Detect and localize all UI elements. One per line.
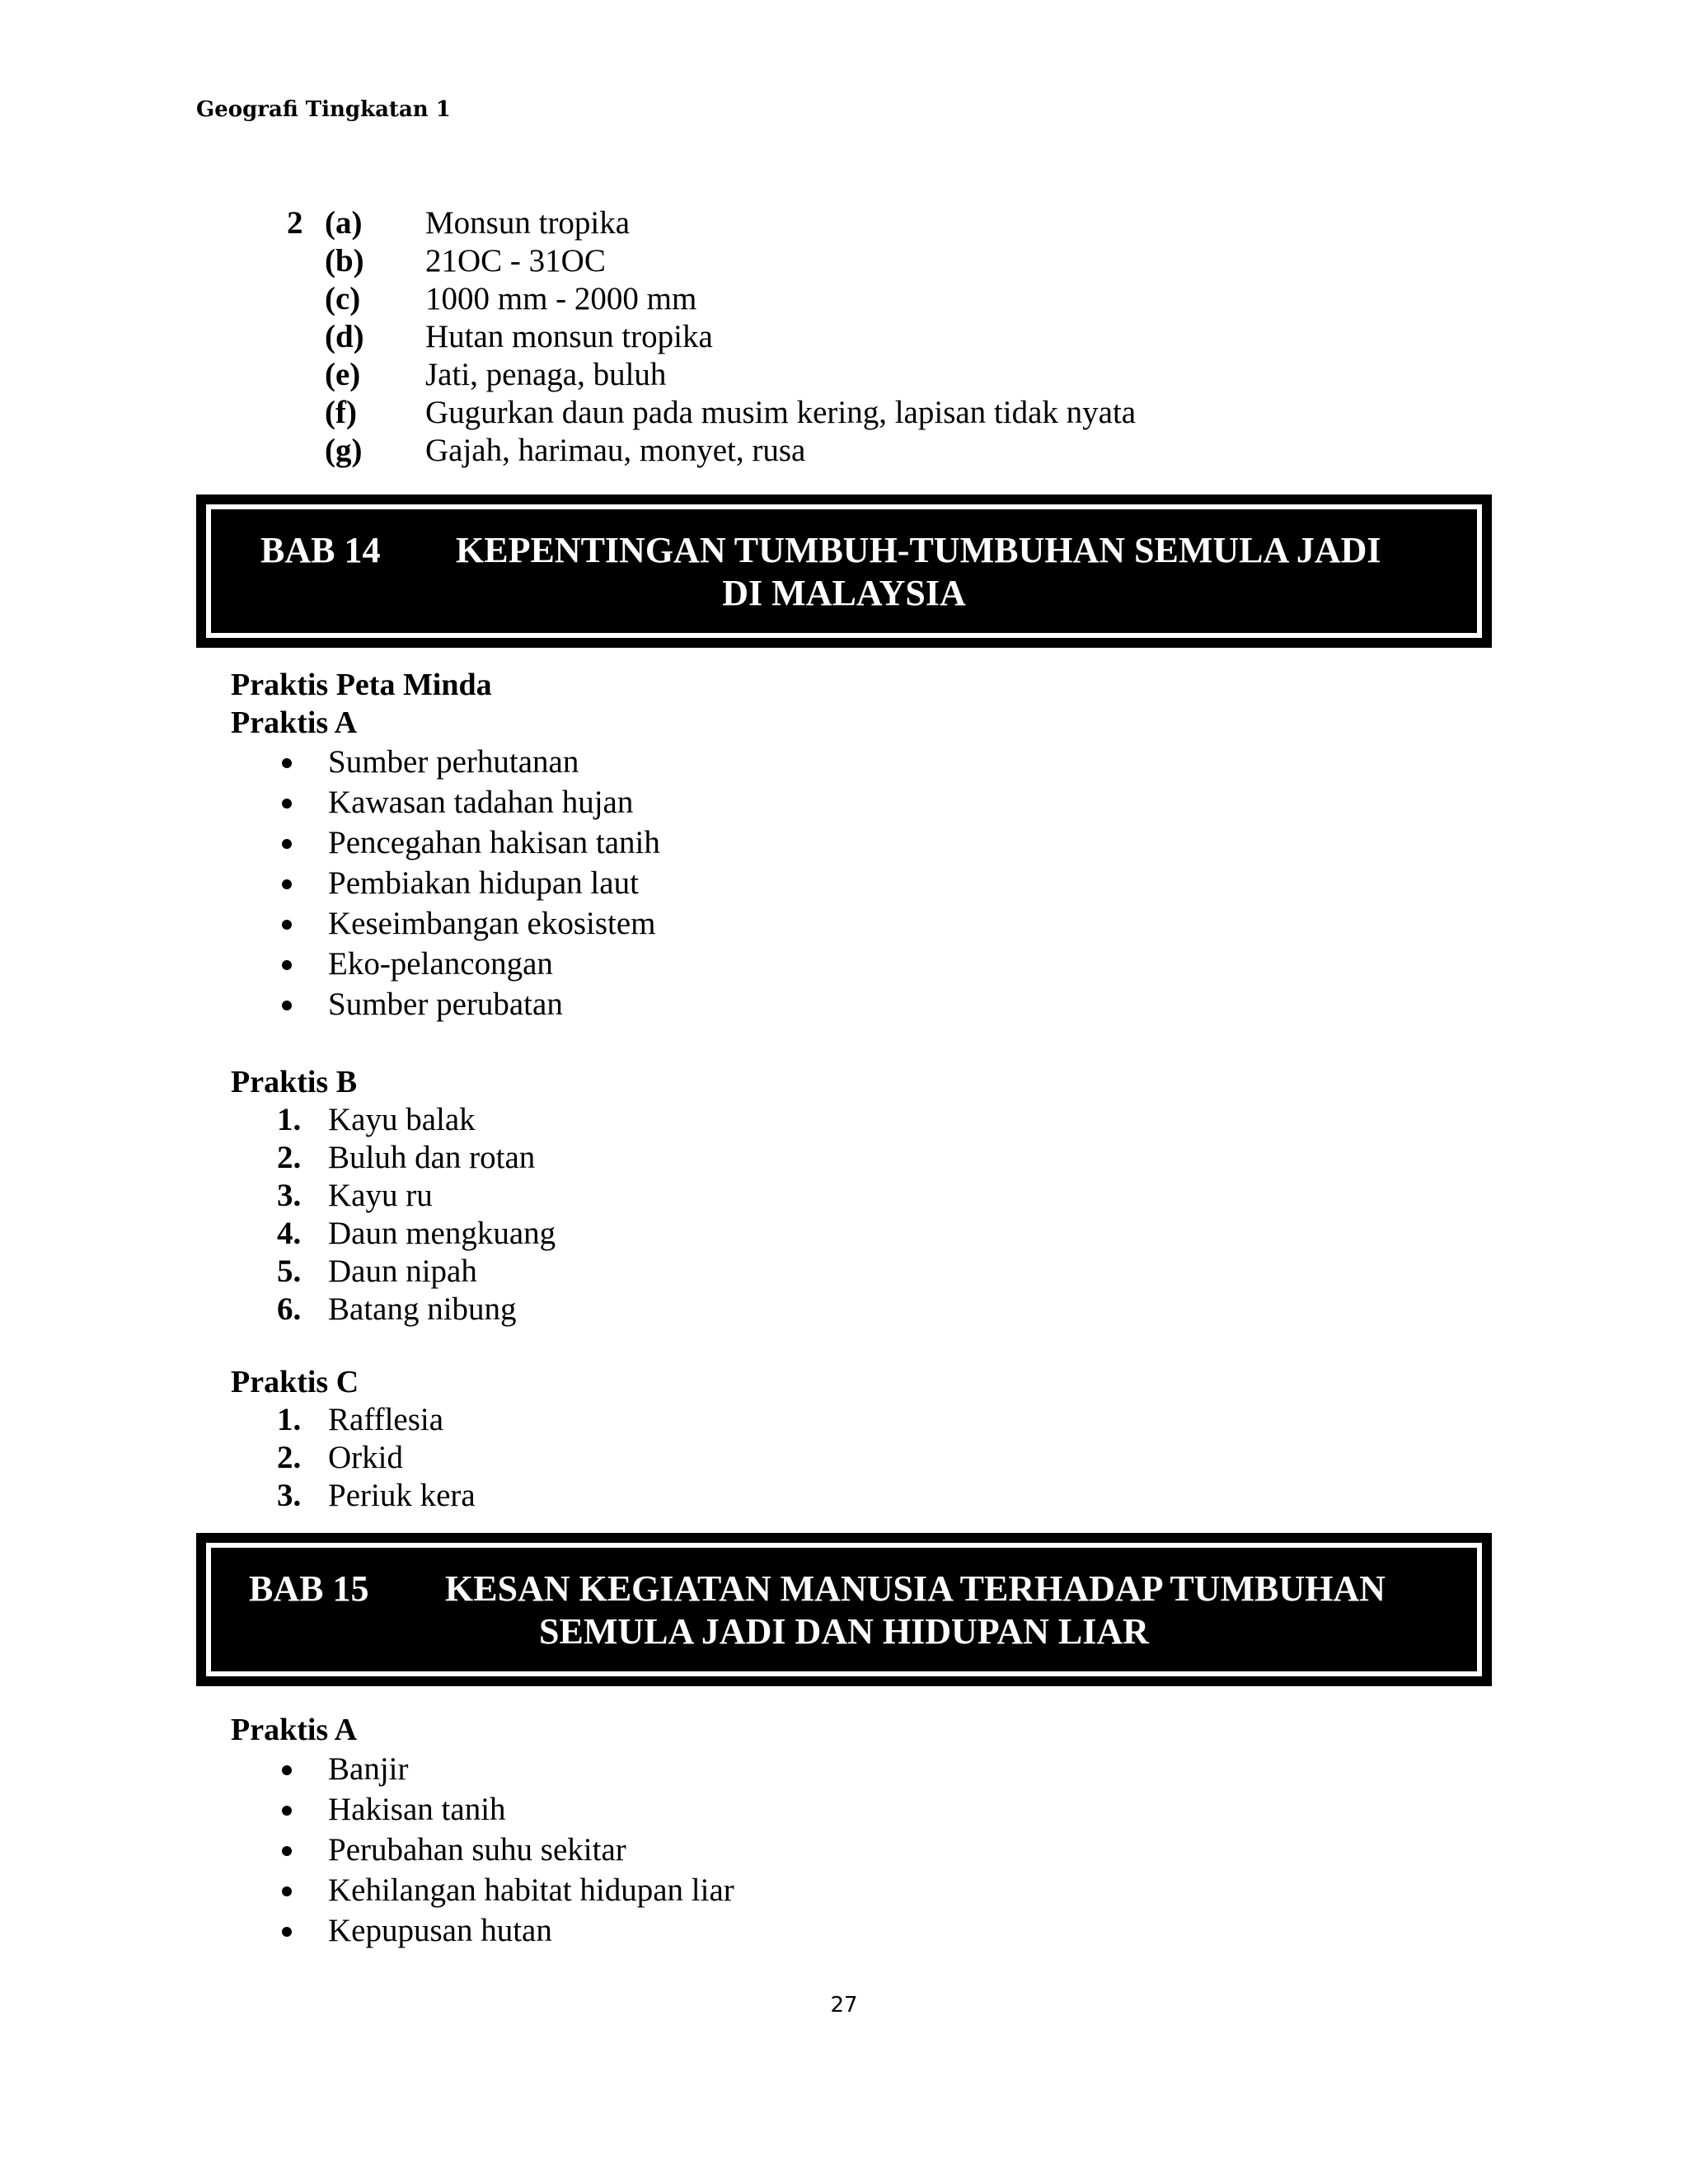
- bullet-icon: [282, 879, 292, 889]
- answer-text: 1000 mm - 2000 mm: [425, 281, 697, 316]
- running-header: Geografi Tingkatan 1: [196, 97, 451, 122]
- chapter-title-line-1: KESAN KEGIATAN MANUSIA TERHADAP TUMBUHAN: [445, 1568, 1386, 1609]
- answer-text: Gajah, harimau, monyet, rusa: [425, 433, 806, 468]
- praktis-a-heading: Praktis A: [231, 1713, 358, 1747]
- answer-text: Monsun tropika: [425, 205, 631, 241]
- bullet-icon: [282, 799, 292, 808]
- bullet-icon: [282, 839, 292, 849]
- question-number: 2: [287, 205, 303, 241]
- bullet-icon: [282, 920, 292, 930]
- bullet-icon: [282, 960, 292, 970]
- chapter-title-line-1: KEPENTINGAN TUMBUH-TUMBUHAN SEMULA JADI: [456, 530, 1381, 570]
- bullet-icon: [282, 1886, 292, 1896]
- chapter-title-line-2: SEMULA JADI DAN HIDUPAN LIAR: [539, 1611, 1149, 1652]
- chapter-label: BAB 15: [249, 1568, 369, 1609]
- bullet-icon: [282, 1001, 292, 1010]
- bullet-icon: [282, 1765, 292, 1775]
- answer-letter: (a): [325, 205, 363, 241]
- praktis-b-heading: Praktis B: [231, 1065, 358, 1099]
- bab-14-banner: [196, 494, 1492, 648]
- praktis-c-heading: Praktis C: [231, 1365, 359, 1399]
- answer-letter: (d): [325, 319, 364, 354]
- answer-letter: (f): [325, 395, 357, 430]
- answer-text: Gugurkan daun pada musim kering, lapisan tidak nyata: [425, 395, 1137, 430]
- chapter-title-line-2: DI MALAYSIA: [722, 573, 966, 613]
- answer-letter: (e): [325, 357, 361, 392]
- answer-text: Jati, penaga, buluh: [425, 357, 667, 392]
- page-number: 27: [830, 1993, 858, 2018]
- answer-text: 21OC - 31OC: [425, 243, 606, 279]
- answer-letter: (b): [325, 243, 364, 279]
- bab-15-banner: [196, 1533, 1492, 1686]
- praktis-peta-minda-heading: Praktis Peta Minda: [231, 668, 492, 702]
- bullet-icon: [282, 1927, 292, 1937]
- answer-text: Hutan monsun tropika: [425, 319, 713, 354]
- bullet-icon: [282, 758, 292, 768]
- bullet-icon: [282, 1846, 292, 1856]
- bullet-icon: [282, 1806, 292, 1816]
- answer-letter: (c): [325, 281, 361, 316]
- chapter-label: BAB 14: [260, 530, 381, 570]
- praktis-a-heading: Praktis A: [231, 705, 358, 740]
- answer-letter: (g): [325, 433, 363, 468]
